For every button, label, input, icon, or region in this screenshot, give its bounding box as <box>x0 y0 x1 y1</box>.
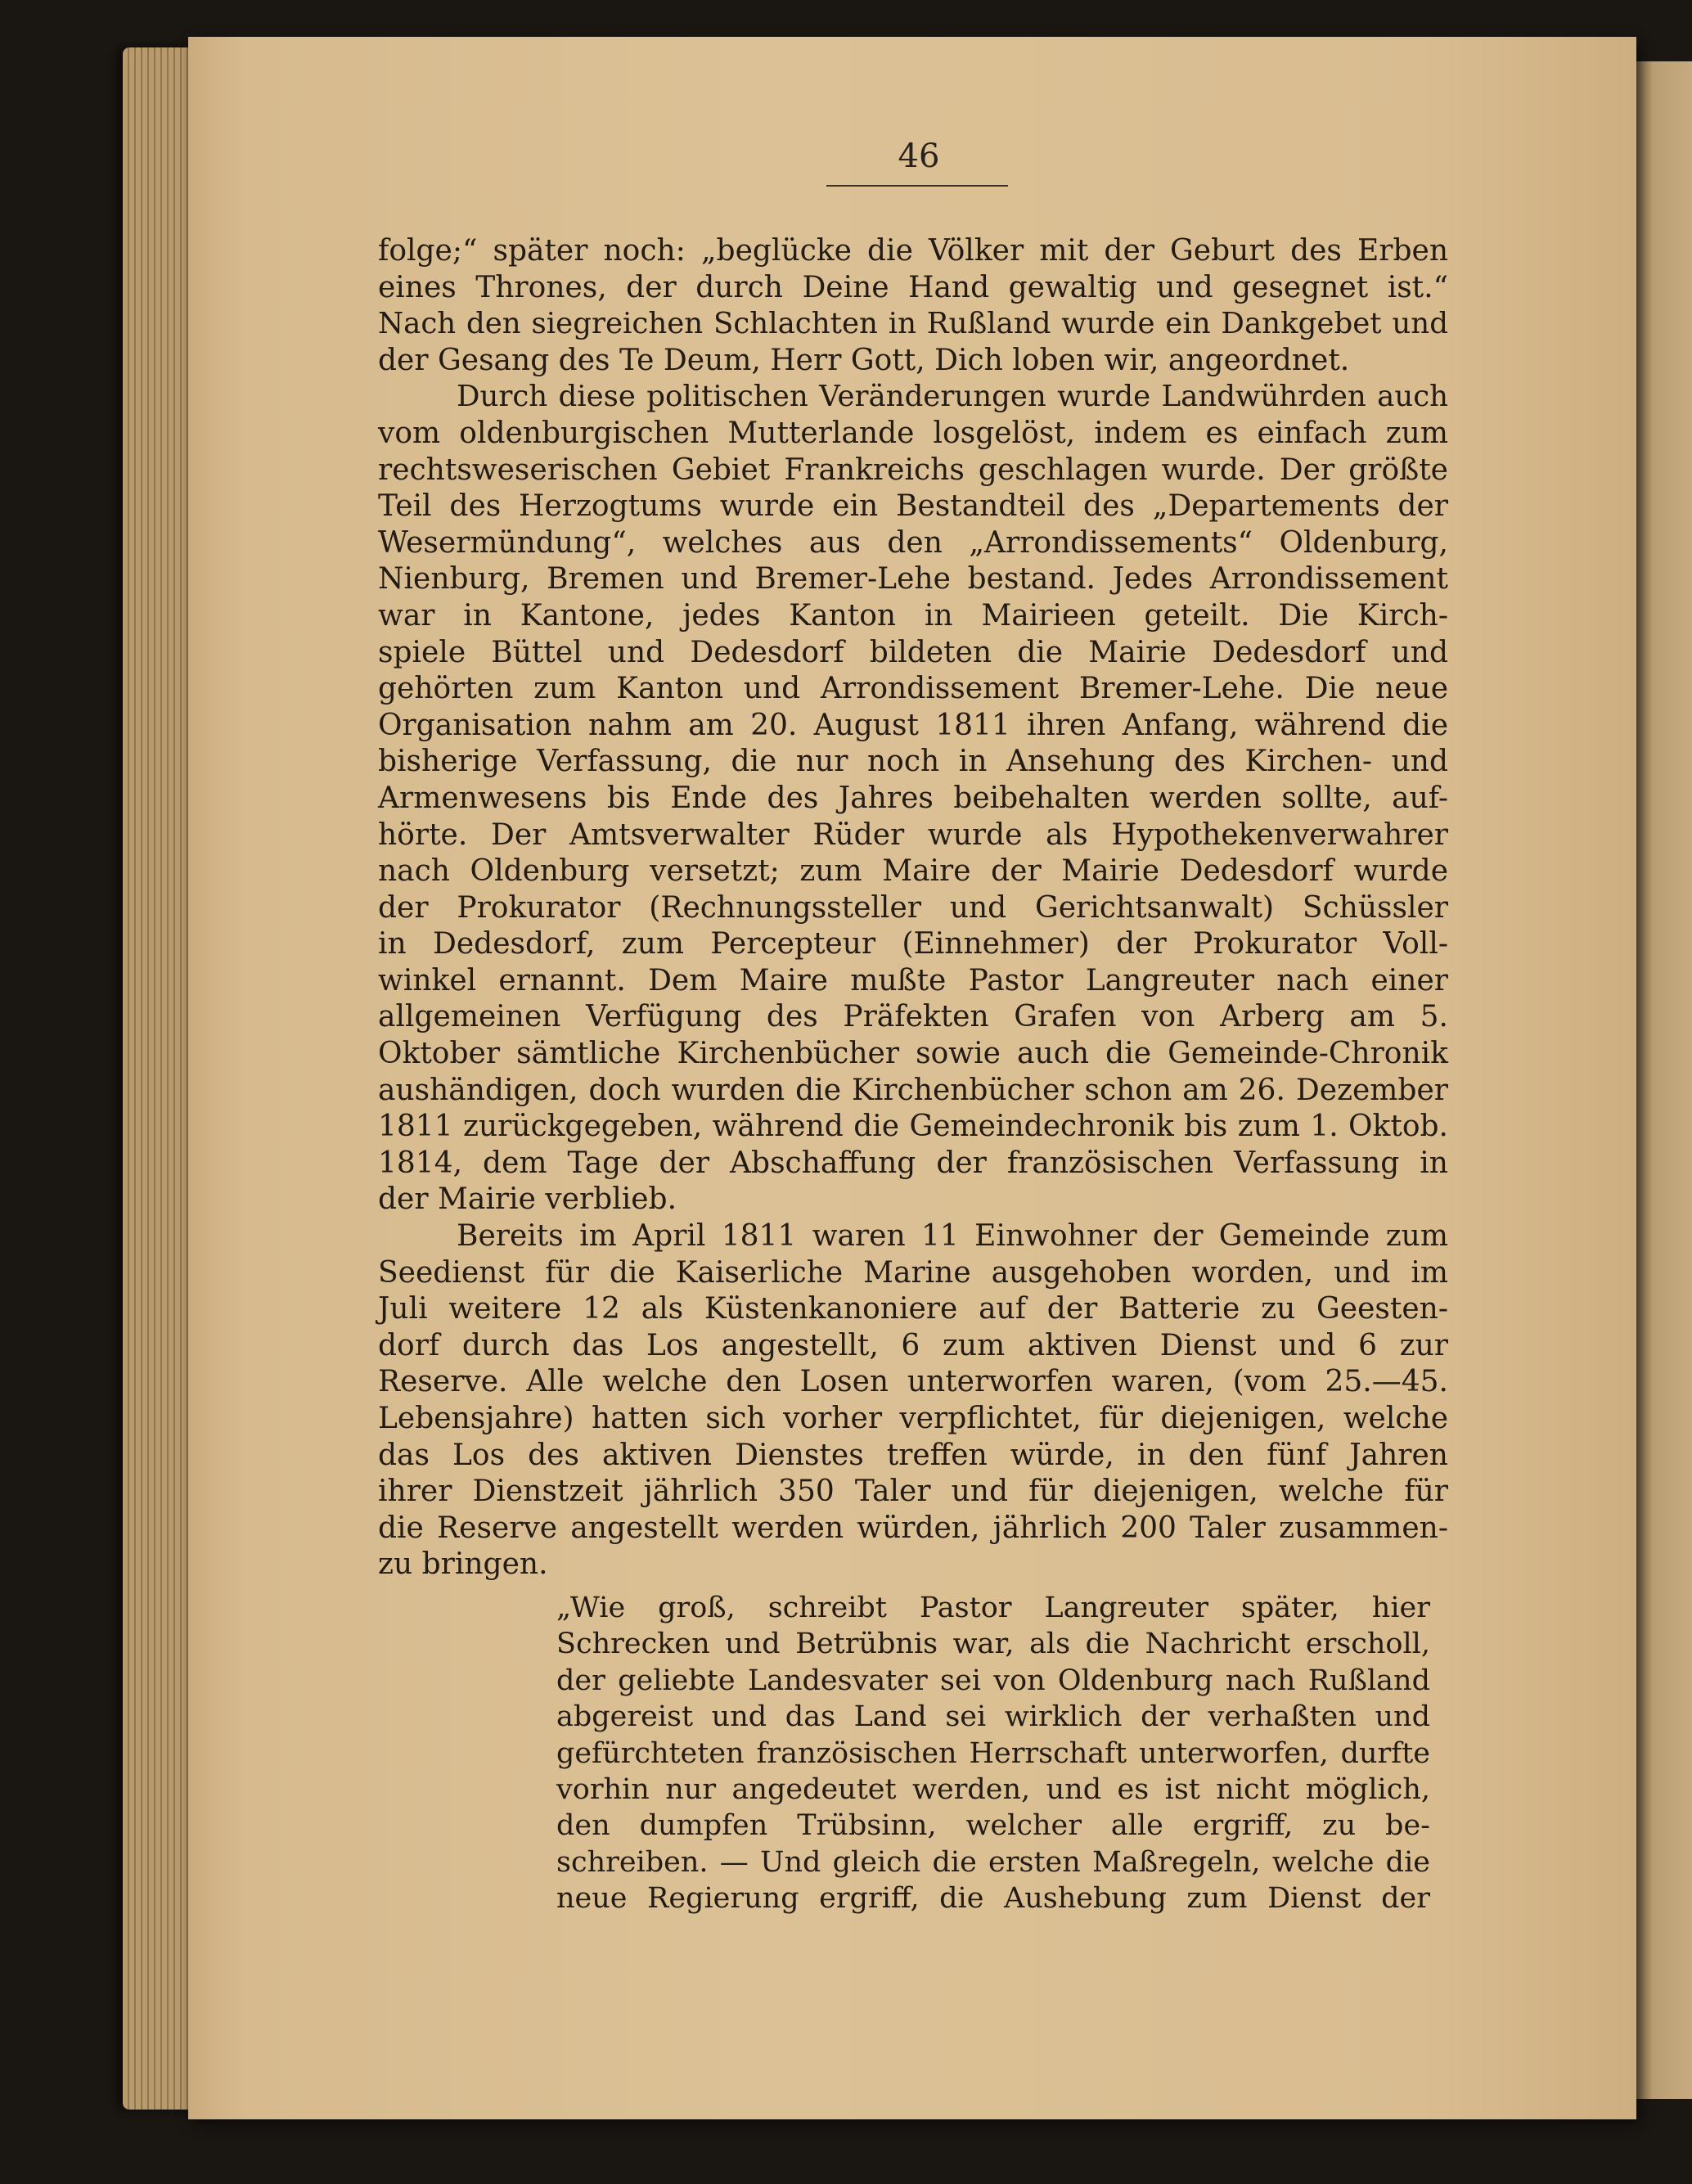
text-line: eines Thrones, der durch Deine Hand gewaltig und gesegnet ist.“ <box>378 270 1448 304</box>
text-line: der Mairie verblieb. <box>378 1182 677 1217</box>
block-quote <box>556 1590 1430 1917</box>
text-line: vom oldenburgischen Mutterlande losgelöst, indem es einfach zum <box>378 416 1448 450</box>
text-line: die Reserve angestellt werden würden, jährlich 200 Taler zusammen- <box>378 1511 1448 1545</box>
quote-line: schreiben. — Und gleich die ersten Maßregeln, welche die <box>556 1845 1430 1879</box>
text-line: Juli weitere 12 als Küstenkanoniere auf der Batterie zu Geesten- <box>378 1292 1448 1326</box>
quote-line: der geliebte Landesvater sei von Oldenburg nach Rußland <box>556 1664 1430 1697</box>
text-line: Teil des Herzogtums wurde ein Bestandteil des „Departements der <box>378 489 1448 524</box>
text-line: 1811 zurückgegeben, während die Gemeindechronik bis zum 1. Oktob. <box>378 1110 1448 1144</box>
quote-line: vorhin nur angedeutet werden, und es ist nicht möglich, <box>556 1772 1430 1806</box>
quote-line: neue Regierung ergriff, die Aushebung zum Dienst der <box>556 1882 1430 1916</box>
body-text <box>378 233 1448 1583</box>
text-line: gehörten zum Kanton und Arrondissement Bremer-Lehe. Die neue <box>378 672 1448 706</box>
text-line: der Gesang des Te Deum, Herr Gott, Dich loben wir, angeordnet. <box>378 343 1350 377</box>
text-line: bisherige Verfassung, die nur noch in Ansehung des Kirchen- und <box>378 745 1448 779</box>
text-line: Organisation nahm am 20. August 1811 ihren Anfang, während die <box>378 708 1448 742</box>
text-line: in Dedesdorf, zum Percepteur (Einnehmer) der Prokurator Voll- <box>378 927 1448 961</box>
text-line: nach Oldenburg versetzt; zum Maire der Mairie Dedesdorf wurde <box>378 854 1448 889</box>
text-line: Armenwesens bis Ende des Jahres beibehalten werden sollte, auf- <box>378 781 1448 815</box>
page-number-rule <box>826 185 1008 187</box>
page-number: 46 <box>898 137 940 175</box>
text-line: dorf durch das Los angestellt, 6 zum aktiven Dienst und 6 zur <box>378 1328 1448 1362</box>
text-line: zu bringen. <box>378 1547 548 1582</box>
text-line: hörte. Der Amtsverwalter Rüder wurde als Hypothekenverwahrer <box>378 817 1448 852</box>
text-line: allgemeinen Verfügung des Präfekten Grafen von Arberg am 5. <box>378 1000 1448 1034</box>
text-line: war in Kantone, jedes Kanton in Mairieen geteilt. Die Kirch- <box>378 598 1448 633</box>
text-line: Durch diese politischen Veränderungen wurde Landwührden auch <box>457 380 1448 414</box>
quote-line: „Wie groß, schreibt Pastor Langreuter später, hier <box>556 1592 1430 1624</box>
text-line: Nienburg, Bremen und Bremer-Lehe bestand. Jedes Arrondissement <box>378 562 1448 597</box>
quote-line: abgereist und das Land sei wirklich der verhaßten und <box>556 1700 1430 1734</box>
quote-line: Schrecken und Betrübnis war, als die Nachricht erscholl, <box>556 1628 1430 1661</box>
text-line: 1814, dem Tage der Abschaffung der französischen Verfassung in <box>378 1146 1448 1180</box>
text-line: Lebensjahre) hatten sich vorher verpflichtet, für diejenigen, welche <box>378 1402 1448 1435</box>
text-line: Oktober sämtliche Kirchenbücher sowie auch die Gemeinde-Chronik <box>378 1037 1448 1071</box>
text-line: aushändigen, doch wurden die Kirchenbücher schon am 26. Dezember <box>378 1073 1448 1107</box>
text-line: Seedienst für die Kaiserliche Marine ausgehoben worden, und im <box>378 1255 1448 1290</box>
text-line: Nach den siegreichen Schlachten in Rußland wurde ein Dankgebet und <box>378 307 1448 341</box>
text-line: der Prokurator (Rechnungssteller und Gerichtsanwalt) Schüssler <box>378 890 1448 925</box>
text-line: Reserve. Alle welche den Losen unterworfen waren, (vom 25.—45. <box>378 1365 1448 1399</box>
quote-line: gefürchteten französischen Herrschaft unterworfen, durfte <box>556 1736 1430 1770</box>
text-line: das Los des aktiven Dienstes treffen würde, in den fünf Jahren <box>378 1438 1448 1472</box>
text-line: winkel ernannt. Dem Maire mußte Pastor Langreuter nach einer <box>378 963 1448 997</box>
text-line: ihrer Dienstzeit jährlich 350 Taler und für diejenigen, welche für <box>378 1475 1448 1509</box>
text-line: Wesermündung“, welches aus den „Arrondissements“ Oldenburg, <box>378 525 1448 560</box>
text-line: rechtsweserischen Gebiet Frankreichs geschlagen wurde. Der größte <box>378 453 1448 487</box>
text-line: Bereits im April 1811 waren 11 Einwohner der Gemeinde zum <box>457 1219 1448 1254</box>
quote-line: den dumpfen Trübsinn, welcher alle ergriff, zu be- <box>556 1809 1430 1843</box>
text-line: folge;“ später noch: „beglücke die Völker mit der Geburt des Erben <box>378 234 1448 268</box>
facing-page-edge <box>1636 61 1692 2099</box>
text-line: spiele Büttel und Dedesdorf bildeten die Mairie Dedesdorf und <box>378 635 1448 669</box>
